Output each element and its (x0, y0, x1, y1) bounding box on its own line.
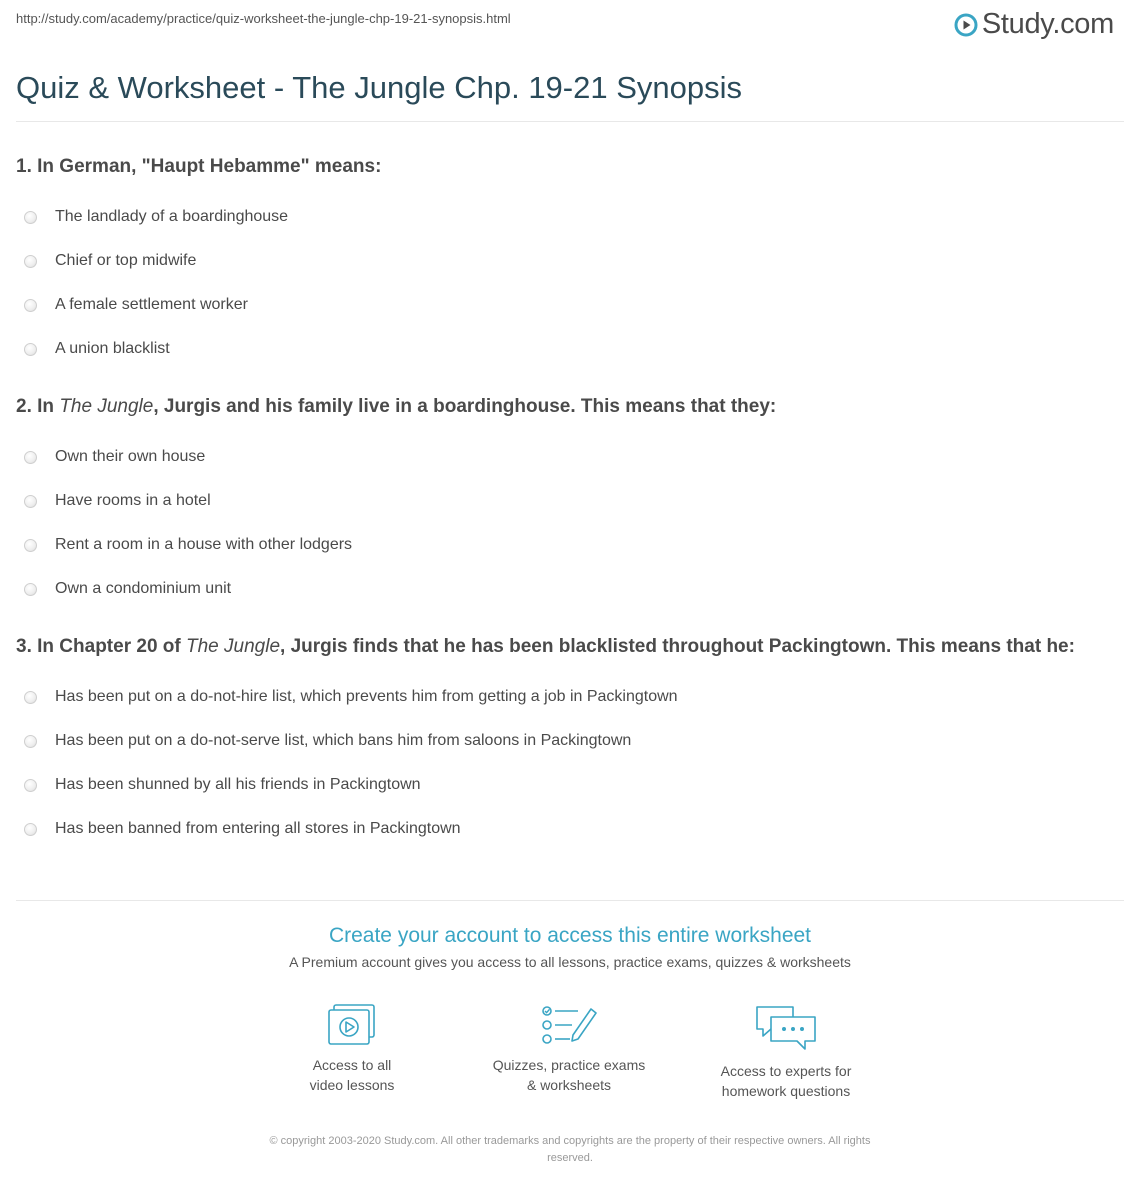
logo-text: Study.com (981, 8, 1114, 40)
answer-label: Have rooms in a hotel (55, 492, 211, 509)
page-url: http://study.com/academy/practice/quiz-worksheet-the-jungle-chp-19-21-synopsis.html (16, 11, 511, 26)
radio-button[interactable] (24, 343, 37, 356)
answer-label: Has been put on a do-not-serve list, which bans him from saloons in Packingtown (55, 732, 632, 749)
answer-option[interactable] (16, 479, 1124, 523)
signup-cta (0, 924, 1140, 970)
radio-button[interactable] (24, 583, 37, 596)
quiz-checklist-icon (540, 1003, 598, 1047)
page-title: Quiz & Worksheet - The Jungle Chp. 19-21 Synopsis (16, 70, 743, 105)
answer-option[interactable] (16, 567, 1124, 611)
copyright-footer: © copyright 2003-2020 Study.com. All other trademarks and copyrights are the property of their respective owners. All rights reserved. (269, 1135, 871, 1164)
answer-label: A female settlement worker (55, 296, 248, 313)
answer-label: Own their own house (55, 448, 206, 465)
radio-button[interactable] (24, 779, 37, 792)
answer-option[interactable] (16, 719, 1124, 763)
chat-bubbles-icon (753, 1003, 819, 1053)
answer-option[interactable] (16, 195, 1124, 239)
question-1 (16, 153, 1124, 371)
radio-button[interactable] (24, 255, 37, 268)
cta-title-link[interactable]: Create your account to access this entire worksheet (328, 924, 812, 947)
feature-video-lessons (262, 1003, 442, 1095)
feature-label: Quizzes, practice exams & worksheets (492, 1057, 646, 1093)
radio-button[interactable] (24, 823, 37, 836)
answer-option[interactable] (16, 283, 1124, 327)
answer-option[interactable] (16, 807, 1124, 851)
question-2-options (16, 435, 1124, 611)
answer-label: Has been shunned by all his friends in Packingtown (55, 776, 421, 793)
cta-subtitle: A Premium account gives you access to all lessons, practice exams, quizzes & worksheets (289, 954, 851, 970)
radio-button[interactable] (24, 539, 37, 552)
answer-label: The landlady of a boardinghouse (55, 208, 289, 225)
premium-features (0, 1003, 1140, 1113)
answer-option[interactable] (16, 239, 1124, 283)
title-divider (16, 121, 1124, 122)
answer-label: A union blacklist (55, 340, 170, 357)
answer-option[interactable] (16, 327, 1124, 371)
question-3-options (16, 675, 1124, 851)
question-1-text: 1. In German, "Haupt Hebamme" means: (16, 156, 382, 177)
feature-quizzes (479, 1003, 659, 1095)
question-3-text: 3. In Chapter 20 of The Jungle, Jurgis finds that he has been blacklisted throughout Packingtown. This means that he: (16, 636, 1075, 657)
question-2 (16, 393, 1124, 611)
answer-option[interactable] (16, 435, 1124, 479)
radio-button[interactable] (24, 495, 37, 508)
radio-button[interactable] (24, 211, 37, 224)
answer-option[interactable] (16, 523, 1124, 567)
radio-button[interactable] (24, 735, 37, 748)
question-2-text: 2. In The Jungle, Jurgis and his family live in a boardinghouse. This means that they: (16, 396, 777, 417)
cta-divider (16, 900, 1124, 901)
radio-button[interactable] (24, 299, 37, 312)
answer-option[interactable] (16, 763, 1124, 807)
answer-label: Own a condominium unit (55, 580, 232, 597)
play-circle-icon (954, 13, 978, 37)
video-lessons-icon (325, 1003, 379, 1047)
feature-label: Access to experts for homework questions (720, 1063, 852, 1099)
answer-label: Has been put on a do-not-hire list, which prevents him from getting a job in Packingtown (55, 688, 678, 705)
radio-button[interactable] (24, 691, 37, 704)
answer-label: Rent a room in a house with other lodgers (55, 536, 353, 553)
answer-label: Has been banned from entering all stores in Packingtown (55, 820, 461, 837)
answer-label: Chief or top midwife (55, 252, 197, 269)
question-3 (16, 633, 1124, 851)
study-logo[interactable] (954, 8, 1114, 41)
question-1-options (16, 195, 1124, 371)
answer-option[interactable] (16, 675, 1124, 719)
feature-label: Access to all video lessons (309, 1057, 395, 1093)
radio-button[interactable] (24, 451, 37, 464)
feature-experts (696, 1003, 876, 1101)
